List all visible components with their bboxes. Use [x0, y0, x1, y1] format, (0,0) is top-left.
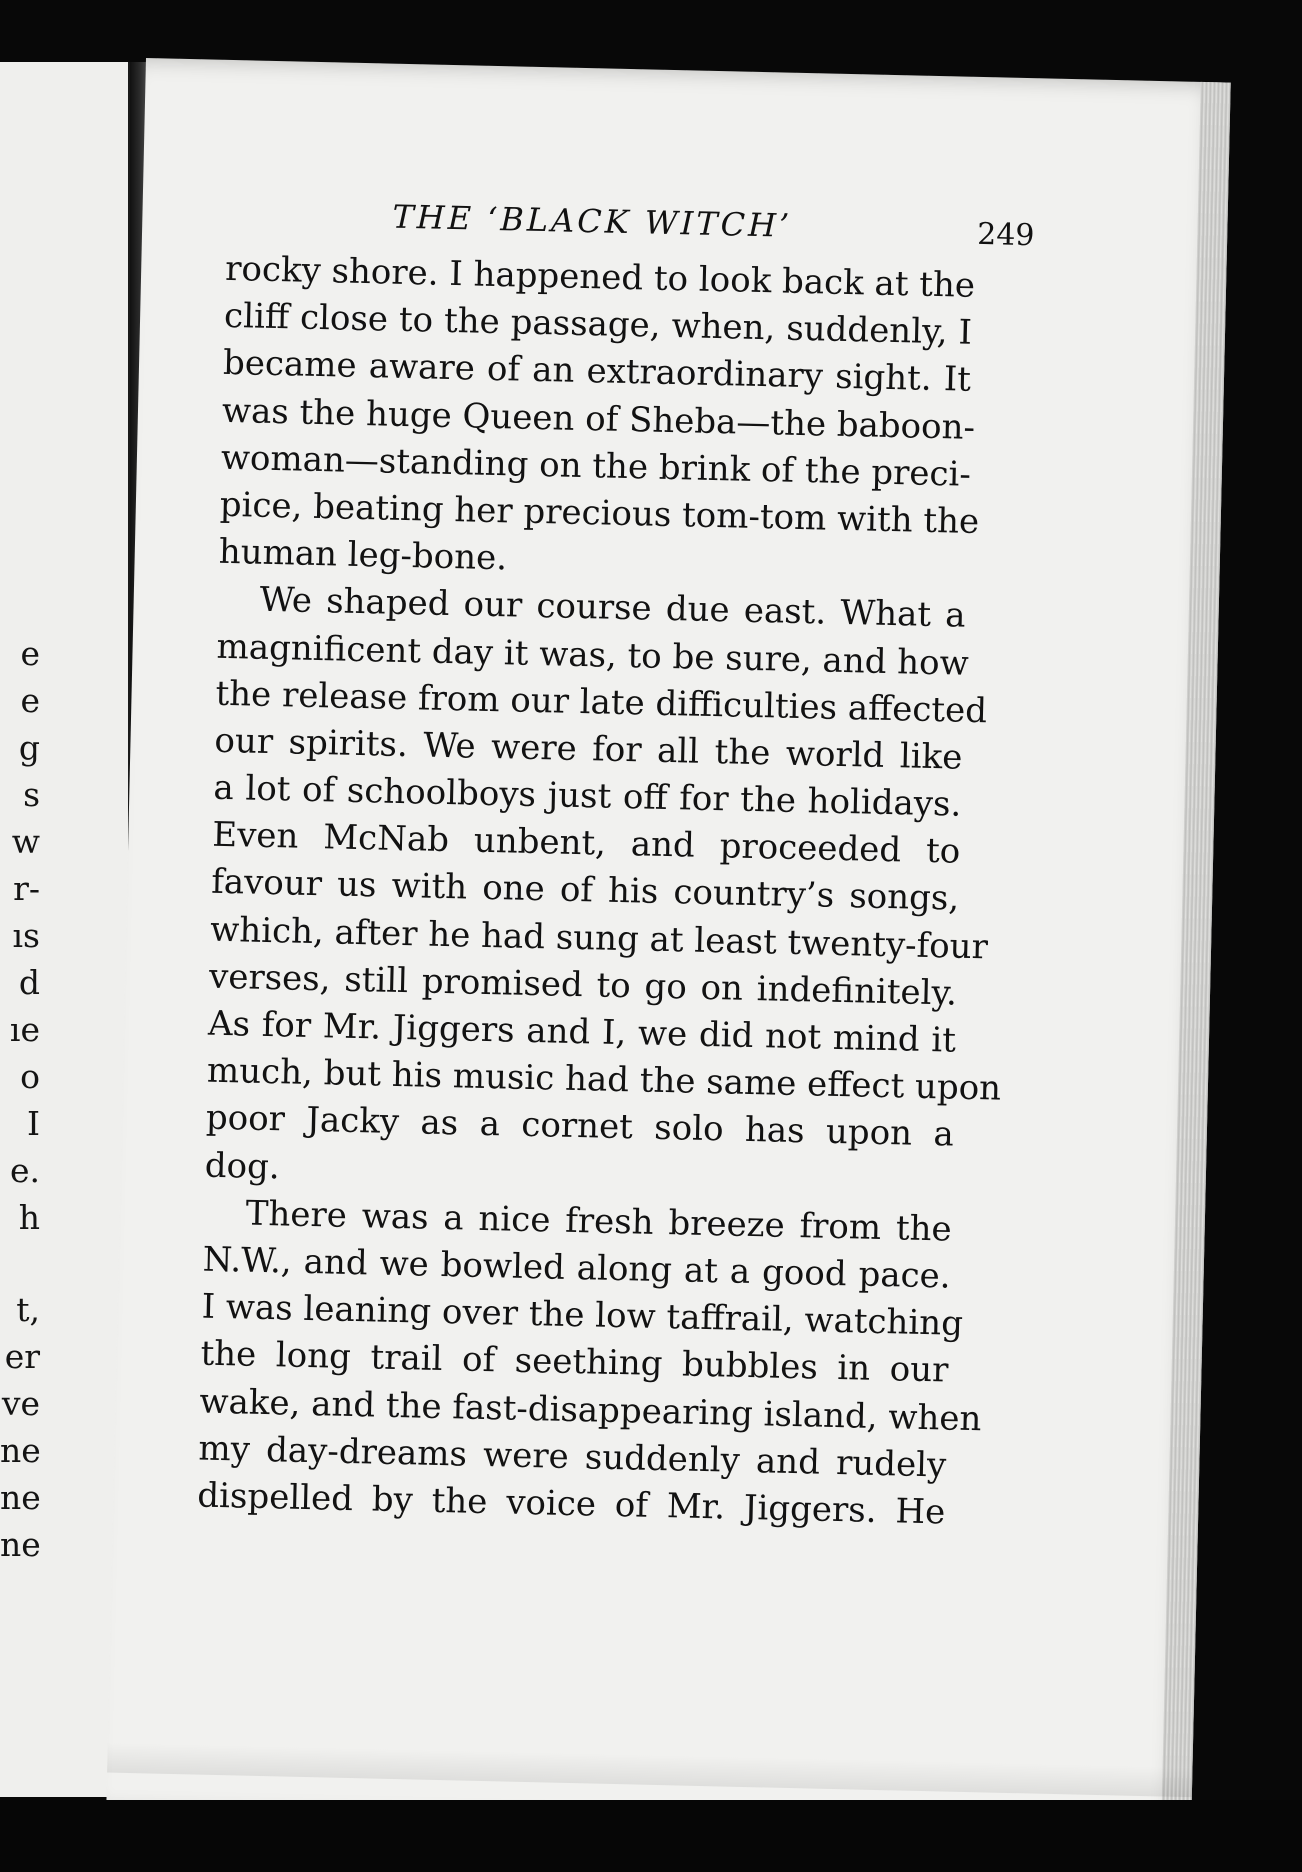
text-line: the release from our late difficulties affected [215, 673, 988, 731]
text-line: verses, still promised to go on indefinitely. [208, 956, 958, 1014]
fragment: ne [0, 1525, 41, 1564]
text-line: our spirits. We were for all the world like [214, 720, 963, 778]
fragment: o [20, 1057, 40, 1096]
fragment: ıs [12, 916, 40, 955]
fragment: e [20, 681, 40, 720]
fragment: ne [0, 1478, 41, 1517]
text-line: As for Mr. Jiggers and I, we did not mind it [207, 1003, 957, 1061]
text-line: became aware of an extraordinary sight. It [222, 343, 972, 401]
text-line: cliff close to the passage, when, suddenly, I [223, 296, 973, 353]
text-line: the long trail of seething bubbles in our [200, 1333, 949, 1391]
fragment: ne [0, 1431, 41, 1470]
fragment: er [4, 1337, 40, 1376]
fragment: g [18, 728, 40, 767]
text-line: poor Jacky as a cornet solo has upon a [205, 1098, 955, 1155]
text-line: much, but his music had the same effect upon [206, 1050, 1002, 1109]
running-head: THE ‘BLACK WITCH’ [392, 197, 793, 245]
page-body [196, 246, 1002, 1537]
page-shadow [107, 1743, 1192, 1798]
text-line: pice, beating her precious tom-tom with the [219, 484, 980, 542]
page-edge [1161, 82, 1231, 1837]
text-line: I was leaning over the low taffrail, watching [201, 1286, 964, 1344]
fragment: s [23, 775, 40, 814]
text-line: human leg-bone. [218, 531, 508, 579]
text-line: which, after he had sung at least twenty-four [209, 909, 989, 967]
fragment: r- [13, 869, 40, 908]
text-line: There was a nice fresh breeze from the [245, 1193, 953, 1250]
fragment [0, 1241, 40, 1286]
fragment: e [20, 634, 40, 673]
text-line: We shaped our course due east. What a [259, 580, 967, 637]
page-number: 249 [976, 216, 1035, 254]
fragment: ıe [9, 1010, 40, 1049]
fragment: I [26, 1104, 40, 1143]
text-line: a lot of schoolboys just off for the holidays. [213, 767, 962, 825]
text-line: magnificent day it was, to be sure, and how [216, 626, 970, 684]
fragment: w [11, 822, 40, 861]
text-line: favour us with one of his country’s songs, [210, 862, 960, 920]
scan-bottom-margin [0, 1800, 1302, 1872]
text-line: dispelled by the voice of Mr. Jiggers. He [196, 1475, 946, 1533]
fragment: d [18, 963, 40, 1002]
paragraph [204, 576, 1002, 1206]
previous-page-text-fragments [0, 630, 40, 1568]
text-line: Even McNab unbent, and proceeded to [211, 814, 961, 872]
text-line: was the huge Queen of Sheba—the baboon- [221, 390, 976, 448]
paragraph [196, 1189, 982, 1536]
text-line: wake, and the fast-disappearing island, when [199, 1381, 982, 1439]
fragment: t, [16, 1290, 40, 1329]
text-line: dog. [204, 1145, 281, 1187]
paragraph [218, 246, 980, 593]
text-line: my day-dreams were suddenly and rudely [198, 1428, 947, 1486]
text-line: rocky shore. I happened to look back at the [224, 248, 976, 306]
current-page [106, 58, 1231, 1837]
fragment: e. [9, 1151, 40, 1190]
text-line: N.W., and we bowled along at a good pace. [202, 1239, 952, 1297]
fragment: h [18, 1198, 40, 1237]
text-line: woman—standing on the brink of the preci- [220, 437, 972, 495]
fragment: ve [1, 1384, 40, 1423]
